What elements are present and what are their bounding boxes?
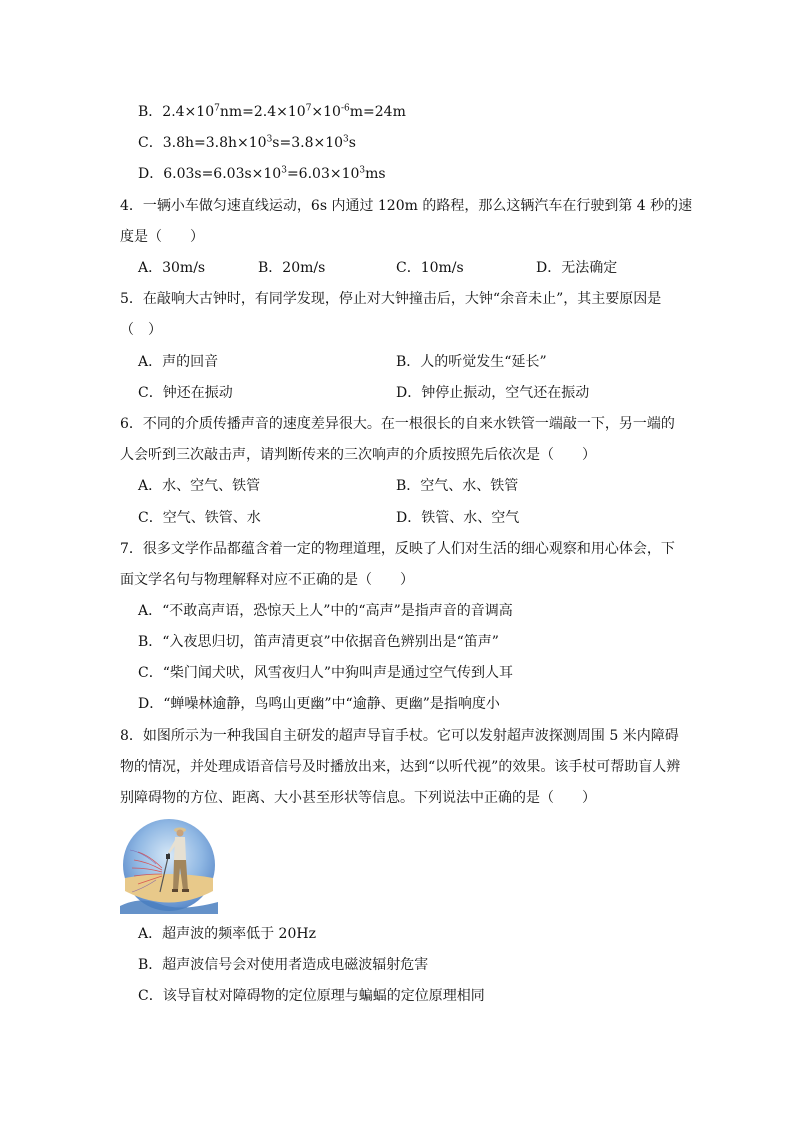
q6-option-b: B．空气、水、铁管 — [396, 478, 519, 494]
q3-option-c: C．$3.8h=3.8h\times 10^3s=3.8\times 10^3s$ — [138, 134, 356, 151]
q5-option-a: A．声的回音 — [138, 354, 219, 370]
q7-option-c: C．“柴门闻犬吠，风雪夜归人”中狗叫声是通过空气传到人耳 — [138, 665, 514, 681]
ultrasonic-cane-figure — [120, 816, 218, 914]
q6-option-d: D．铁管、水、空气 — [396, 510, 520, 526]
q4-stem-line1: 4．一辆小车做匀速直线运动，6s 内通过 120m 的路程，那么这辆汽车在行驶到第 4 秒的速 — [120, 198, 693, 214]
q5-option-c: C．钟还在振动 — [138, 385, 233, 401]
q5-stem-line1: 5．在敲响大古钟时，有同学发现，停止对大钟撞击后，大钟“余音未止”，其主要原因是 — [120, 291, 662, 307]
q4-option-b: B．20m/s — [258, 260, 326, 276]
ultrasonic-cane-illustration — [120, 816, 218, 914]
q8-option-b: B．超声波信号会对使用者造成电磁波辐射危害 — [138, 957, 429, 973]
q5-option-d: D．钟停止振动，空气还在振动 — [396, 385, 590, 401]
q6-option-a: A．水、空气、铁管 — [138, 478, 261, 494]
q8-option-a: A．超声波的频率低于 20Hz — [138, 926, 316, 942]
q8-stem-line2: 物的情况，并处理成语音信号及时播放出来，达到“以听代视”的效果。该手杖可帮助盲人辨 — [120, 759, 681, 775]
q6-stem-line2: 人会听到三次敲击声，请判断传来的三次响声的介质按照先后依次是（ ） — [120, 447, 596, 463]
q7-stem-line2: 面文学名句与物理解释对应不正确的是（ ） — [120, 572, 414, 588]
q6-option-c: C．空气、铁管、水 — [138, 510, 261, 526]
q5-stem-line2: （ ） — [120, 322, 162, 338]
q7-option-b: B．“入夜思归切，笛声清更哀”中依据音色辨别出是“笛声” — [138, 634, 499, 650]
q4-option-a: A．30m/s — [138, 260, 206, 276]
cane-sensor — [166, 854, 170, 859]
q4-stem-line2: 度是（ ） — [120, 229, 204, 245]
q4-option-d: D．无法确定 — [536, 260, 618, 276]
q5-option-b: B．人的听觉发生“延长” — [396, 354, 547, 370]
q3-option-b: B．$2.4\times 10^7nm=2.4\times 10^7\times 10^{-6}m=24m$ — [138, 103, 406, 120]
q7-option-d: D．“蝉噪林逾静，鸟鸣山更幽”中“逾静、更幽”是指响度小 — [138, 696, 500, 712]
q8-stem-line1: 8．如图所示为一种我国自主研发的超声导盲手杖。它可以发射超声波探测周围 5 米内障碍 — [120, 728, 679, 744]
q6-stem-line1: 6．不同的介质传播声音的速度差异很大。在一根很长的自来水铁管一端敲一下，另一端的 — [120, 416, 675, 432]
q8-stem-line3: 别障碍物的方位、距离、大小甚至形状等信息。下列说法中正确的是（ ） — [120, 790, 596, 806]
q4-option-c: C．10m/s — [396, 260, 464, 276]
q7-stem-line1: 7．很多文学作品都蕴含着一定的物理道理，反映了人们对生活的细心观察和用心体会，下 — [120, 541, 675, 557]
q3-option-d: D．$6.03s=6.03s\times 10^3=6.03\times 10^3ms$ — [138, 165, 386, 182]
q7-option-a: A．“不敢高声语，恐惊天上人”中的“高声”是指声音的音调高 — [138, 603, 513, 619]
q8-option-c: C．该导盲杖对障碍物的定位原理与蝙蝠的定位原理相同 — [138, 988, 485, 1004]
